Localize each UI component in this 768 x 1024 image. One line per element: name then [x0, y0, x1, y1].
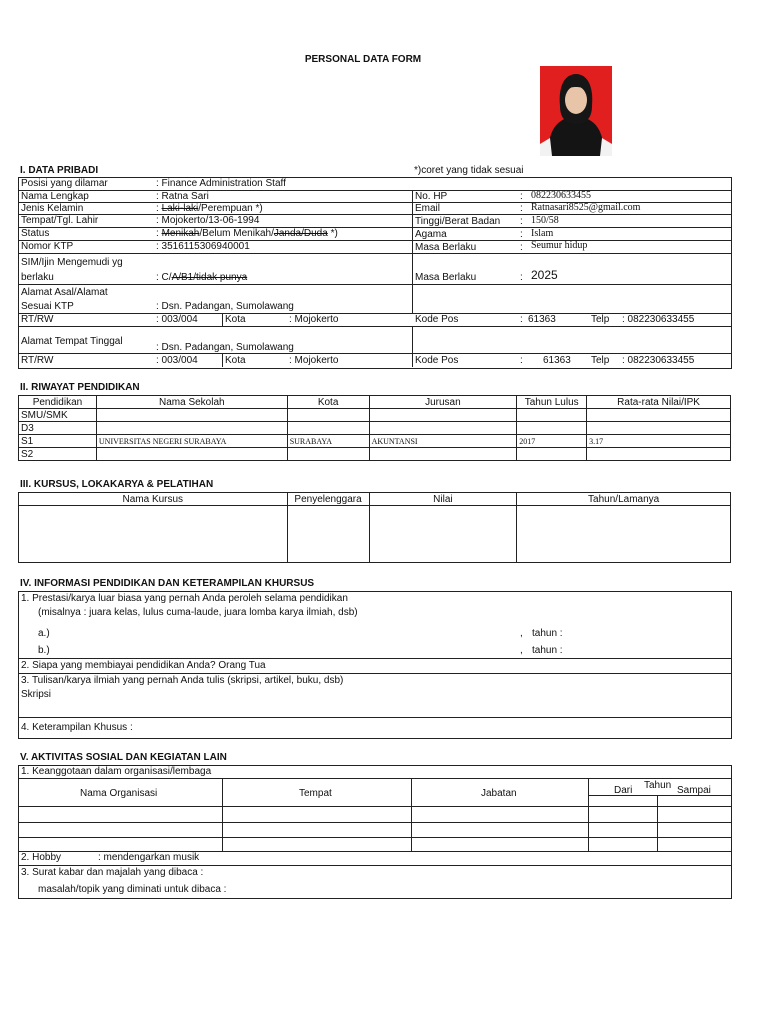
info-q1b: (misalnya : juara kelas, lulus cuma-laude, juara lomba karya ilmiah, dsb) [38, 607, 358, 618]
org-header-dari: Dari [614, 785, 633, 796]
agama-value: Islam [531, 228, 554, 239]
section-4-title: IV. INFORMASI PENDIDIKAN DAN KETERAMPILAN KHURSUS [20, 578, 315, 589]
edu-header: Jurusan [369, 396, 517, 409]
rtrw2-label: RT/RW [21, 355, 54, 366]
kota-value: : Mojokerto [289, 314, 339, 325]
alamat-label: Alamat Asal/Alamat [21, 287, 108, 298]
kodepos-label: Kode Pos [415, 314, 459, 325]
colon: : [520, 229, 523, 240]
hp-label: No. HP [415, 191, 448, 202]
course-header: Nilai [369, 493, 517, 506]
info-q1: 1. Prestasi/karya luar biasa yang pernah Anda peroleh selama pendidikan [21, 593, 348, 604]
hp-value: 082230633455 [531, 190, 591, 201]
edu-header: Pendidikan [19, 396, 97, 409]
tinggal-label: Alamat Tempat Tinggal [21, 336, 123, 347]
profile-photo [540, 66, 612, 156]
telp2-value: : 082230633455 [622, 355, 695, 366]
jk-value: : Laki-laki/Perempuan *) [156, 203, 263, 214]
info-b-tahun: tahun : [532, 645, 563, 656]
info-q2: 2. Siapa yang membiayai pendidikan Anda? Orang Tua [21, 660, 266, 671]
courses-table [18, 492, 731, 563]
nama-value: : Ratna Sari [156, 191, 209, 202]
rtrw-label: RT/RW [21, 314, 54, 325]
table-row [19, 422, 731, 435]
alamat-value: : Dsn. Padangan, Sumolawang [156, 301, 294, 312]
tb-label: Tinggi/Berat Badan [415, 216, 501, 227]
section-3-title: III. KURSUS, LOKAKARYA & PELATIHAN [20, 479, 214, 490]
info-a-comma: , [520, 628, 523, 639]
course-header: Penyelenggara [287, 493, 369, 506]
masa-label: Masa Berlaku [415, 242, 477, 253]
colon: : [520, 314, 523, 325]
info-b-comma: , [520, 645, 523, 656]
kodepos2-label: Kode Pos [415, 355, 459, 366]
info-b: b.) [38, 645, 50, 656]
page-title: PERSONAL DATA FORM [304, 54, 422, 65]
tb-value: 150/58 [531, 215, 559, 226]
masa-value: Seumur hidup [531, 240, 588, 251]
activity-q3b: masalah/topik yang diminati untuk dibaca : [38, 884, 227, 895]
info-a-tahun: tahun : [532, 628, 563, 639]
strike-note: *)coret yang tidak sesuai [414, 165, 524, 176]
person-photo-icon [540, 66, 612, 156]
tinggal-value: : Dsn. Padangan, Sumolawang [156, 342, 294, 353]
edu-header: Tahun Lulus [517, 396, 587, 409]
table-row [19, 506, 731, 563]
activity-q1: 1. Keanggotaan dalam organisasi/lembaga [21, 766, 212, 777]
email-label: Email [415, 203, 441, 214]
edu-city: SURABAYA [287, 435, 369, 448]
rtrw2-value: : 003/004 [156, 355, 198, 366]
org-header-sampai: Sampai [677, 785, 711, 796]
colon: : [520, 203, 523, 214]
email-value: Ratnasari8525@gmail.com [531, 202, 641, 213]
info-q4: 4. Keterampilan Khusus : [21, 722, 133, 733]
nama-label: Nama Lengkap [21, 191, 89, 202]
status-label: Status [21, 228, 50, 239]
masa2-label: Masa Berlaku [415, 272, 477, 283]
hobby-value: : mendengarkan musik [98, 852, 200, 863]
kodepos-value: 61363 [528, 314, 556, 325]
masa2-value: 2025 [531, 268, 558, 282]
table-row [19, 448, 731, 461]
edu-gpa: 3.17 [587, 435, 731, 448]
telp-value: : 082230633455 [622, 314, 695, 325]
table-row [19, 409, 731, 422]
course-header: Nama Kursus [19, 493, 288, 506]
colon: : [520, 191, 523, 202]
education-table [18, 395, 731, 461]
section-2-title: II. RIWAYAT PENDIDIKAN [20, 382, 140, 393]
posisi-value: : Finance Administration Staff [156, 178, 286, 189]
edu-major: AKUNTANSI [369, 435, 517, 448]
posisi-label: Posisi yang dilamar [21, 178, 108, 189]
colon: : [520, 242, 523, 253]
course-header: Tahun/Lamanya [517, 493, 731, 506]
org-header-tempat: Tempat [299, 788, 332, 799]
kodepos2-value: 61363 [543, 355, 571, 366]
edu-level: D3 [19, 422, 97, 435]
sim-value: : C/A/B1/tidak punya [156, 272, 248, 283]
edu-header: Rata-rata Nilai/IPK [587, 396, 731, 409]
colon: : [520, 216, 523, 227]
org-header-nama: Nama Organisasi [80, 788, 158, 799]
org-header-tahun: Tahun [644, 780, 672, 791]
edu-level: SMU/SMK [19, 409, 97, 422]
edu-school: UNIVERSITAS NEGERI SURABAYA [96, 435, 287, 448]
agama-label: Agama [415, 229, 447, 240]
telp-label: Telp [591, 314, 610, 325]
edu-level: S1 [19, 435, 97, 448]
section-1-title: I. DATA PRIBADI [20, 165, 99, 176]
status-value: : Menikah/Belum Menikah/Janda/Duda *) [156, 228, 338, 239]
table-row [19, 435, 731, 448]
rtrw-value: : 003/004 [156, 314, 198, 325]
kota2-value: : Mojokerto [289, 355, 339, 366]
ttl-label: Tempat/Tgl. Lahir [21, 215, 99, 226]
sim-label-2: berlaku [21, 272, 54, 283]
section-5-title: V. AKTIVITAS SOSIAL DAN KEGIATAN LAIN [20, 752, 227, 763]
kota-label: Kota [225, 314, 246, 325]
colon: : [520, 355, 523, 366]
ttl-value: : Mojokerto/13-06-1994 [156, 215, 260, 226]
ktp-label: Nomor KTP [21, 241, 74, 252]
sim-label: SIM/Ijin Mengemudi yg [21, 257, 123, 268]
colon: : [520, 272, 523, 283]
edu-header: Kota [287, 396, 369, 409]
info-a: a.) [38, 628, 50, 639]
activity-q3: 3. Surat kabar dan majalah yang dibaca : [21, 867, 204, 878]
hobby-label: 2. Hobby [21, 852, 62, 863]
org-header-jabatan: Jabatan [481, 788, 517, 799]
info-q3: 3. Tulisan/karya ilmiah yang pernah Anda tulis (skripsi, artikel, buku, dsb) [21, 675, 344, 686]
edu-header: Nama Sekolah [96, 396, 287, 409]
edu-level: S2 [19, 448, 97, 461]
info-q3-answer: Skripsi [21, 689, 52, 700]
kota2-label: Kota [225, 355, 246, 366]
edu-year: 2017 [517, 435, 587, 448]
telp2-label: Telp [591, 355, 610, 366]
jk-label: Jenis Kelamin [21, 203, 84, 214]
ktp-value: : 3516115306940001 [156, 241, 250, 252]
alamat-label-2: Sesuai KTP [21, 301, 74, 312]
